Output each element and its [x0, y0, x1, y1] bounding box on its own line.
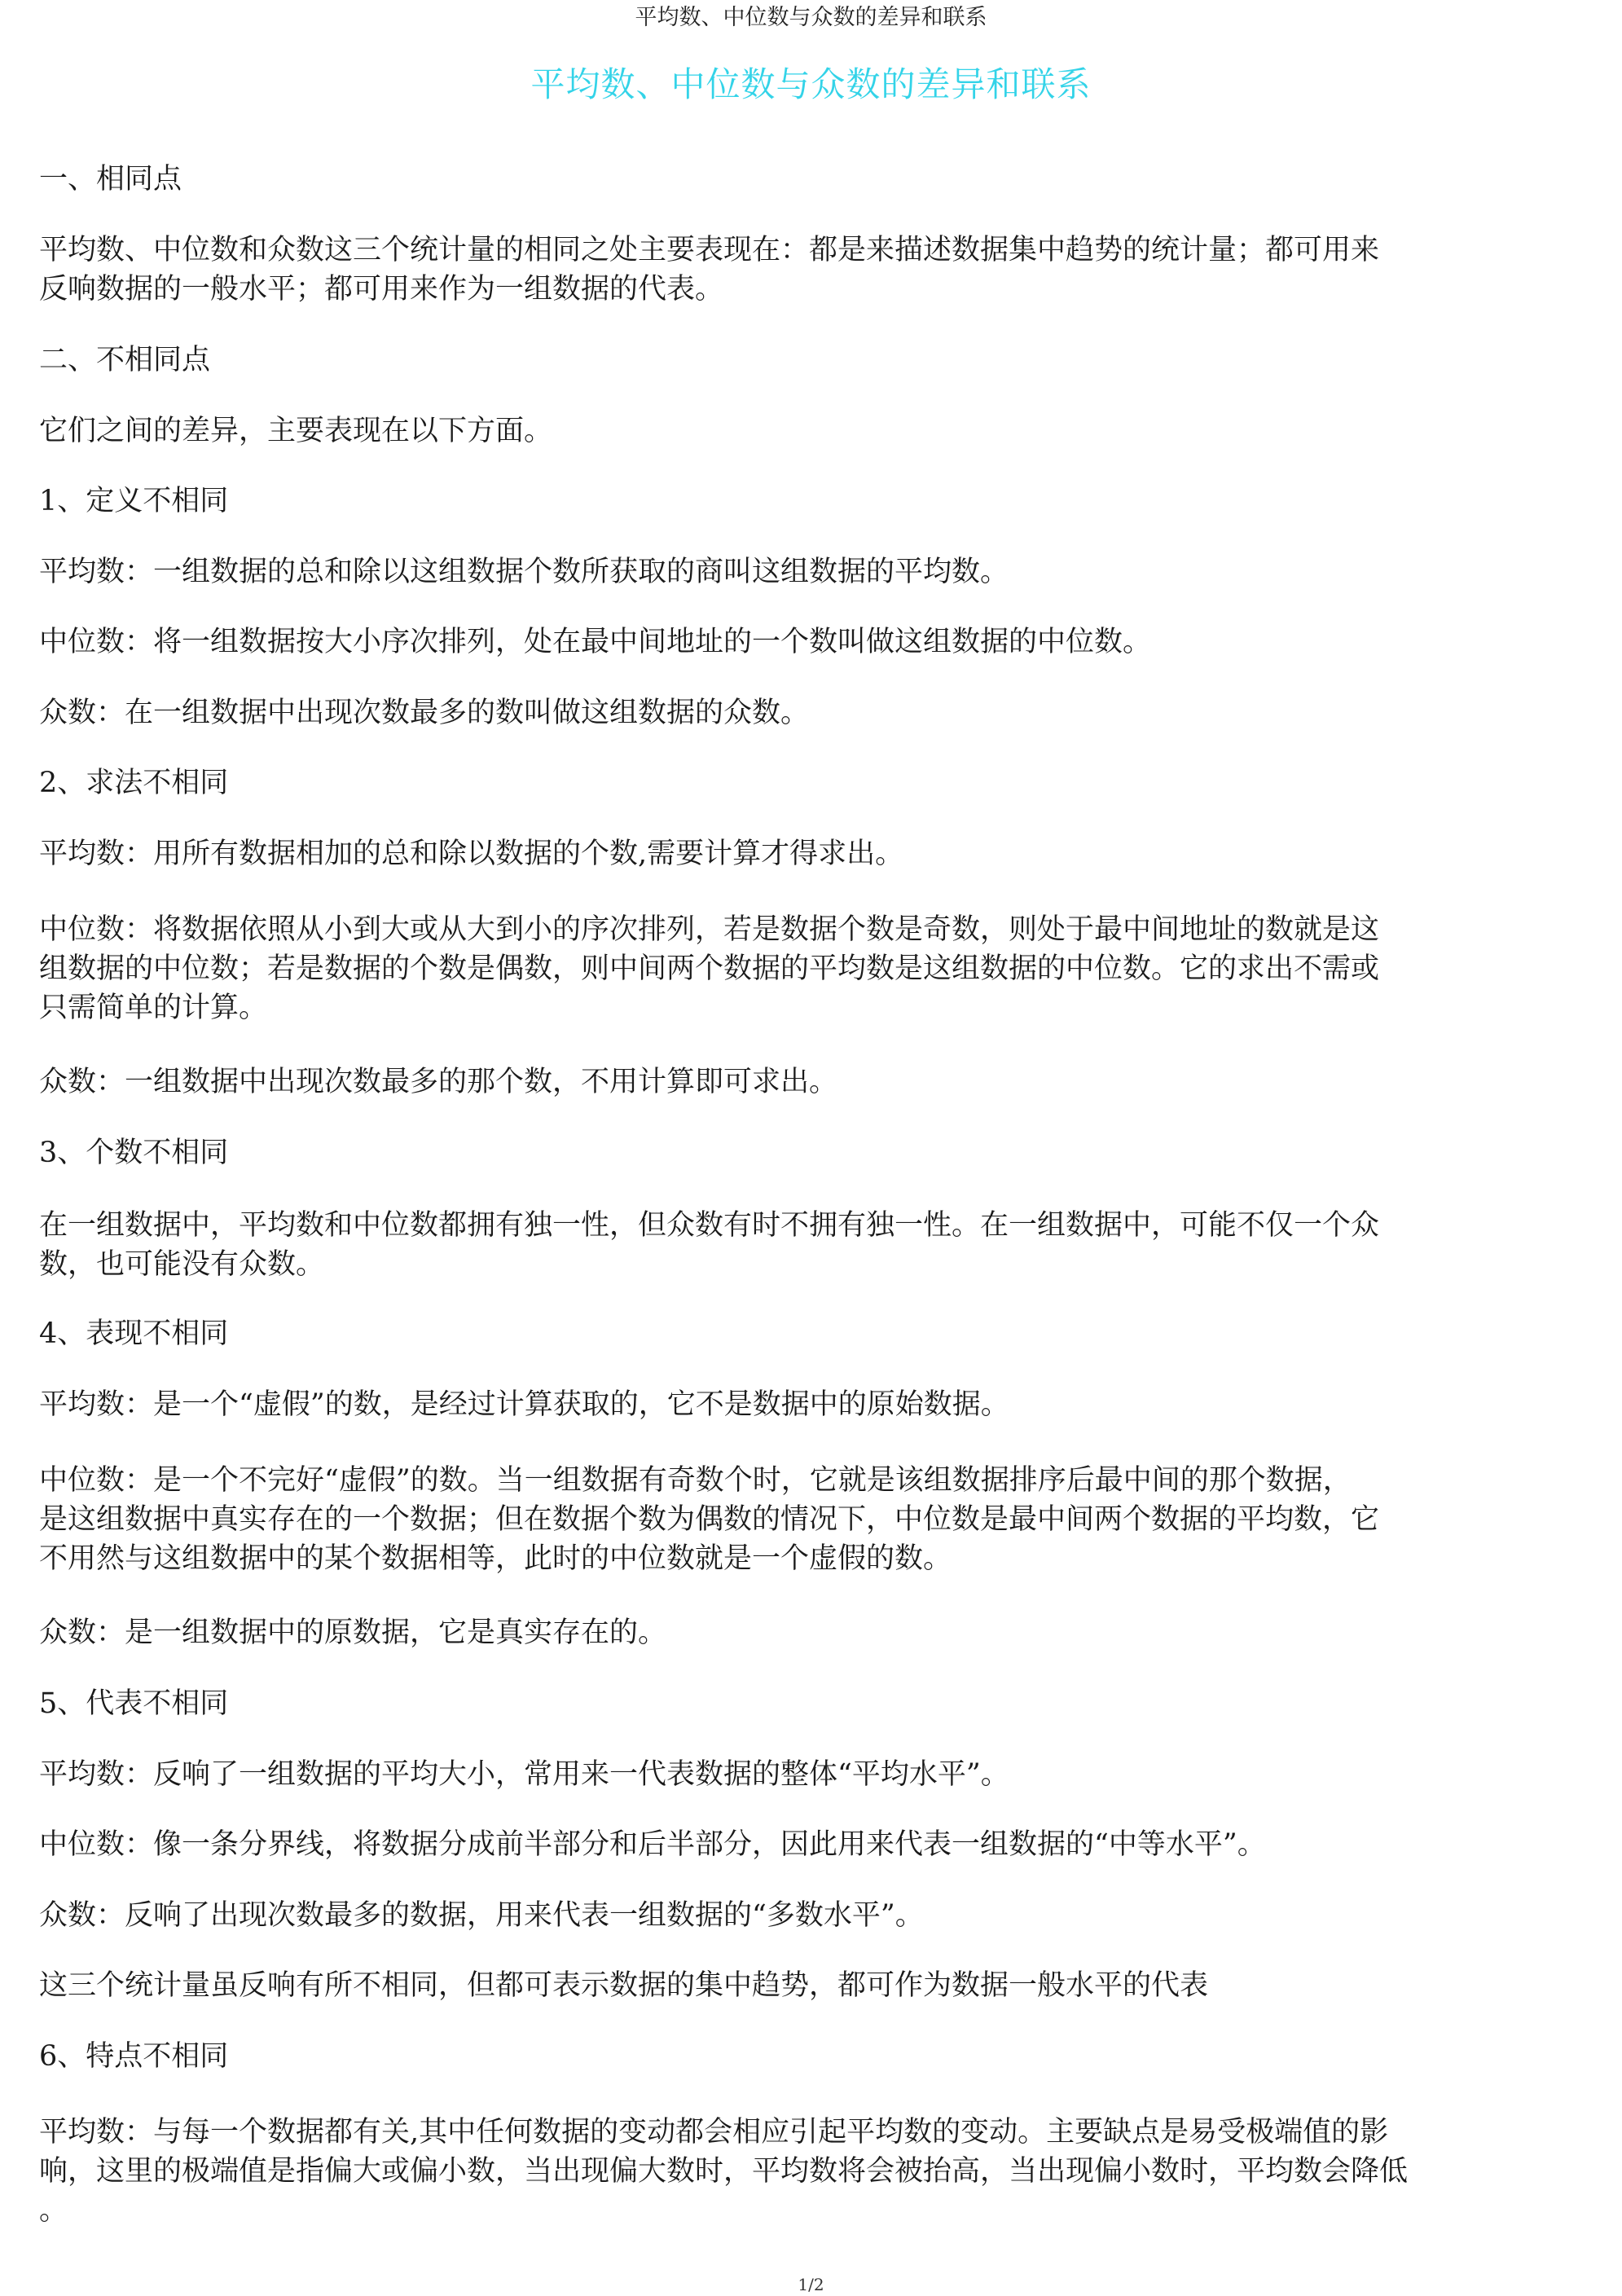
paragraph: [39, 552, 1530, 592]
text-line: 平均数：反响了一组数据的平均大小，常用来一代表数据的整体“平均水平”。: [39, 1758, 1009, 1791]
text-line: 数，也可能没有众数。: [39, 1248, 325, 1281]
paragraph: [39, 1133, 1530, 1172]
text-line: 一、相同点: [39, 163, 182, 196]
paragraph: [39, 1896, 1530, 1935]
text-line: 它们之间的差异，主要表现在以下方面。: [39, 415, 553, 447]
text-line: 众数：反响了出现次数最多的数据，用来代表一组数据的“多数水平”。: [39, 1899, 924, 1932]
paragraph: [39, 1613, 1530, 1652]
paragraph: [39, 910, 1530, 1027]
text-line: 二、不相同点: [39, 344, 211, 376]
text-line: 这三个统计量虽反响有所不相同，但都可表示数据的集中趋势，都可作为数据一般水平的代表: [39, 1969, 1209, 2002]
running-header: 平均数、中位数与众数的差异和联系: [635, 5, 987, 30]
text-line: 5、代表不相同: [39, 1687, 229, 1720]
paragraph: [39, 1684, 1530, 1723]
text-line: 1、定义不相同: [39, 485, 229, 517]
paragraph: [39, 1206, 1530, 1284]
text-line: 平均数：是一个“虚假”的数，是经过计算获取的，它不是数据中的原始数据。: [39, 1388, 1009, 1421]
text-line: 众数：在一组数据中出现次数最多的数叫做这组数据的众数。: [39, 697, 810, 729]
paragraph: [39, 341, 1530, 380]
paragraph: [39, 2037, 1530, 2076]
paragraph: [39, 1314, 1530, 1353]
text-line: 组数据的中位数；若是数据的个数是偶数，则中间两个数据的平均数是这组数据的中位数。它的求出不需或: [39, 952, 1380, 985]
text-line: 平均数：一组数据的总和除以这组数据个数所获取的商叫这组数据的平均数。: [39, 556, 1009, 588]
paragraph: [39, 160, 1530, 199]
paragraph: [39, 1966, 1530, 2005]
text-line: 平均数、中位数和众数这三个统计量的相同之处主要表现在：都是来描述数据集中趋势的统计量；都可用来: [39, 234, 1380, 266]
paragraph: [39, 622, 1530, 662]
text-line: 众数：一组数据中出现次数最多的那个数，不用计算即可求出。: [39, 1066, 838, 1098]
page-number: 1/2: [798, 2275, 824, 2294]
document-title: 平均数、中位数与众数的差异和联系: [530, 64, 1092, 104]
paragraph: [39, 1385, 1530, 1424]
paragraph: [39, 1825, 1530, 1864]
paragraph: [39, 693, 1530, 732]
text-line: 4、表现不相同: [39, 1317, 229, 1350]
text-line: 平均数：与每一个数据都有关,其中任何数据的变动都会相应引起平均数的变动。主要缺点是易受极端值的影: [39, 2116, 1389, 2149]
paragraph: [39, 1755, 1530, 1794]
text-line: 只需简单的计算。: [39, 992, 268, 1024]
text-line: 6、特点不相同: [39, 2040, 229, 2073]
text-line: 众数：是一组数据中的原数据，它是真实存在的。: [39, 1616, 667, 1649]
text-line: 反响数据的一般水平；都可用来作为一组数据的代表。: [39, 273, 724, 306]
text-line: 在一组数据中，平均数和中位数都拥有独一性，但众数有时不拥有独一性。在一组数据中，可能不仅一个众: [39, 1209, 1380, 1242]
paragraph: [39, 2113, 1530, 2230]
paragraph: [39, 1461, 1530, 1578]
text-line: 2、求法不相同: [39, 767, 229, 799]
paragraph: [39, 1062, 1530, 1102]
paragraph: [39, 834, 1530, 873]
text-line: 中位数：将一组数据按大小序次排列，处在最中间地址的一个数叫做这组数据的中位数。: [39, 626, 1152, 658]
paragraph: [39, 411, 1530, 451]
text-line: 3、个数不相同: [39, 1137, 229, 1169]
paragraph: [39, 482, 1530, 521]
paragraph: [39, 763, 1530, 803]
paragraph: [39, 231, 1530, 309]
text-line: 中位数：将数据依照从小到大或从大到小的序次排列，若是数据个数是奇数，则处于最中间地址的数就是这: [39, 913, 1380, 946]
text-line: 中位数：是一个不完好“虚假”的数。当一组数据有奇数个时，它就是该组数据排序后最中间的那个数据，: [39, 1464, 1352, 1497]
text-line: 平均数：用所有数据相加的总和除以数据的个数,需要计算才得求出。: [39, 838, 904, 870]
text-line: 响，这里的极端值是指偏大或偏小数，当出现偏大数时，平均数将会被抬高，当出现偏小数时，平均数会降低: [39, 2155, 1409, 2188]
text-line: 不用然与这组数据中的某个数据相等，此时的中位数就是一个虚假的数。: [39, 1542, 952, 1575]
text-line: 中位数：像一条分界线，将数据分成前半部分和后半部分，因此用来代表一组数据的“中等水平”。: [39, 1828, 1266, 1861]
text-line: 是这组数据中真实存在的一个数据；但在数据个数为偶数的情况下，中位数是最中间两个数据的平均数，它: [39, 1503, 1380, 1536]
text-line: 。: [39, 2194, 68, 2227]
